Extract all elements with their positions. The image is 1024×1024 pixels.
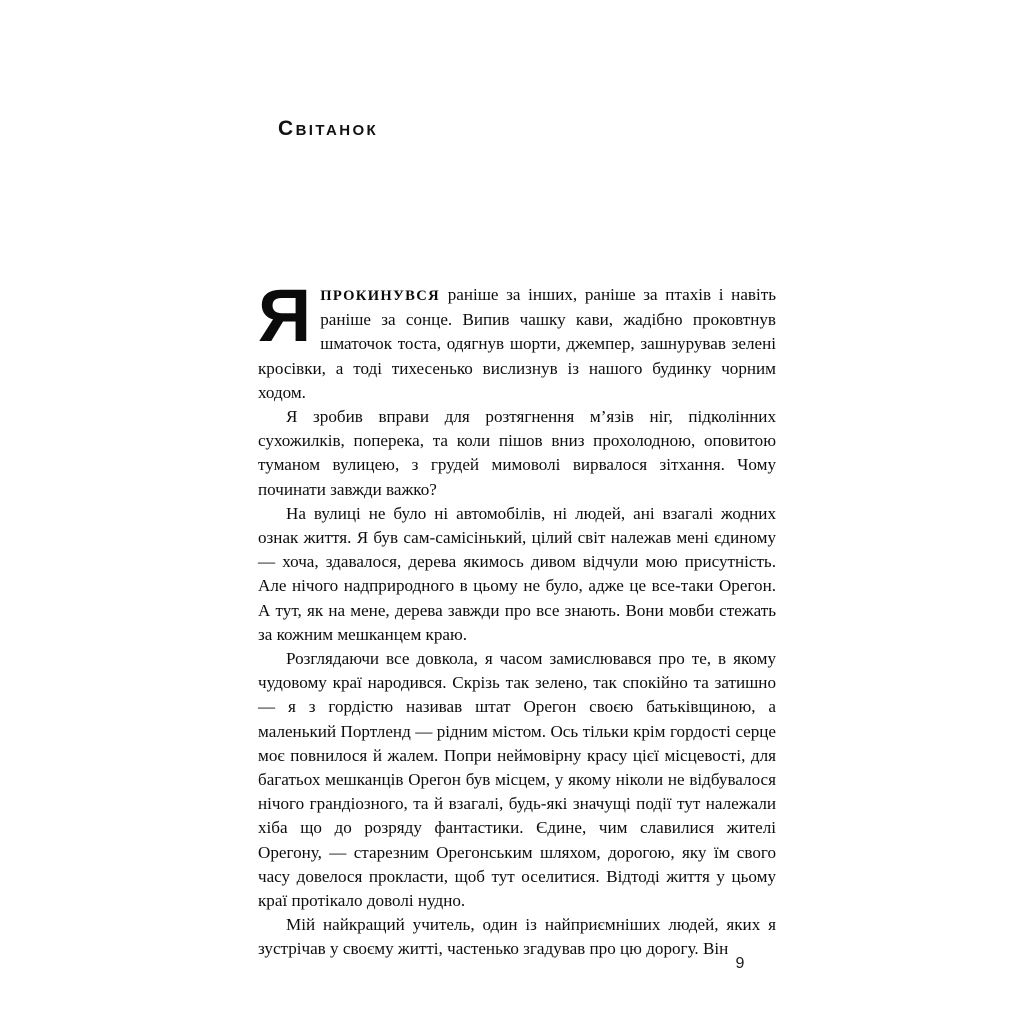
page-footer xyxy=(0,955,1024,973)
chapter-title: Світанок xyxy=(278,117,379,141)
drop-cap: Я xyxy=(258,274,312,357)
lead-in-text: ПРОКИНУВСЯ xyxy=(320,288,441,304)
paragraph-3: На вулиці не було ні автомобілів, ні людей, ані взагалі жодних ознак життя. Я був сам-самісінький, цілий світ належав мені єдиному — хоча, здавалося, дерева якимось дивом відчули мою присутність. Але нічого надприродного в цьому не було, адже це все-таки Орегон. А тут, як на мене, дерева завжди про все знають. Вони мовби стежать за кожним мешканцем краю. xyxy=(258,503,776,644)
page-number: 9 xyxy=(735,955,745,972)
body-text-block xyxy=(258,274,776,962)
paragraph-4: Розглядаючи все довкола, я часом замислювався про те, в якому чудовому краї народився. Скрізь так зелено, так спокійно та затишно — я з гордістю називав штат Орегон своєю батьківщиною, а маленький Портленд — рідним містом. Ось тільки крім гордості серце моє повнилося й жалем. Попри неймовірну красу цієї місцевості, для багатьох мешканців Орегон був місцем, у якому ніколи не відбувалося нічого грандіозного, та й взагалі, будь-які значущі події тут належали хіба що до розряду фантастики. Єдине, чим славилися жителі Орегону, — старезним Орегонським шляхом, дорогою, яку їм свого часу довелося прокласти, щоб тут оселитися. Відтоді життя у цьому краї протікало доволі нудно. xyxy=(258,649,776,911)
paragraph-1 xyxy=(258,274,776,405)
paragraph-5: Мій найкращий учитель, один із найприємніших людей, яких я зустрічав у своєму житті, частенько згадував про цю дорогу. Він xyxy=(258,915,776,959)
paragraph-1-text: раніше за інших, раніше за птахів і навіть раніше за сонце. Випив чашку кави, жадібно проковтнув шматочок тоста, одягнув шорти, джемпер, зашнурував зелені кросівки, а тоді тихесенько вислизнув із нашого будинку чорним ходом. xyxy=(258,285,776,402)
paragraph-2: Я зробив вправи для розтягнення м’язів ніг, підколінних сухожилків, поперека, та коли пішов вниз прохолодною, оповитою туманом вулицею, з грудей мимоволі вирвалося зітхання. Чому починати завжди важко? xyxy=(258,407,776,499)
